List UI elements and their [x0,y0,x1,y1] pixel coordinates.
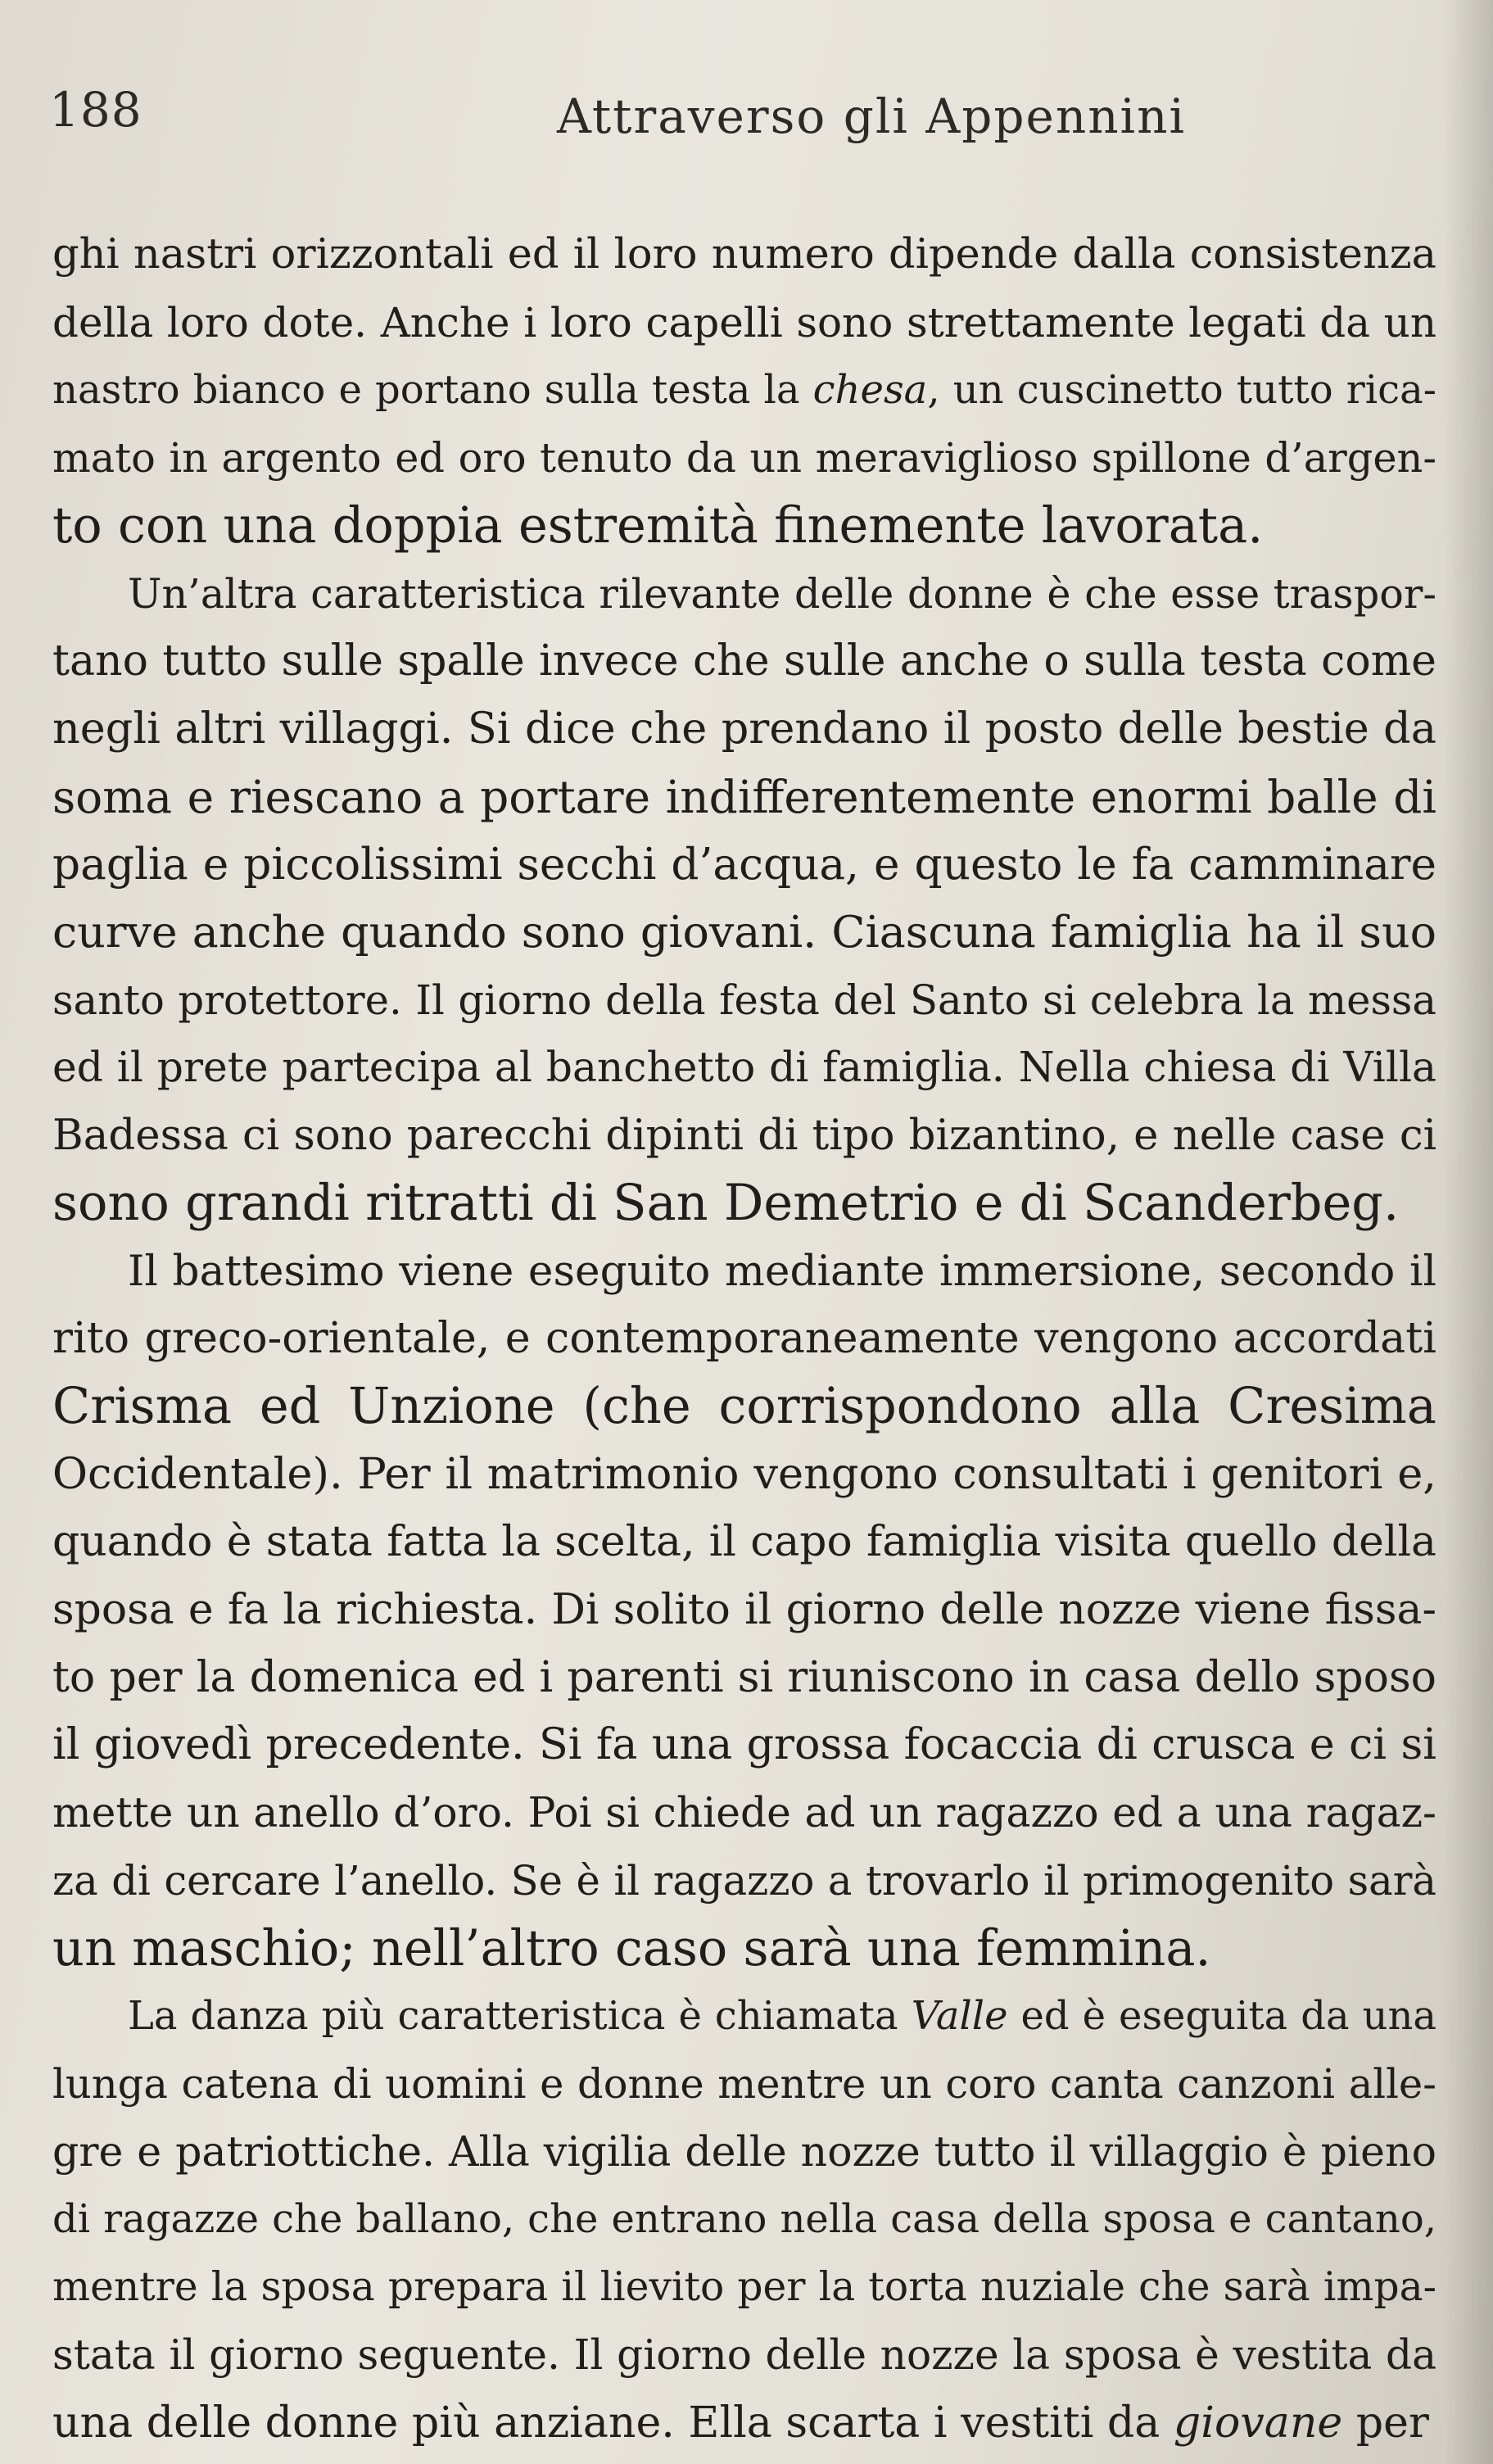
running-title: Attraverso gli Appennini [557,88,1187,144]
text-line: La danza più caratteristica è chiamata Valle ed è eseguita da una [128,1993,1437,2040]
text-line: ed il prete partecipa al banchetto di famiglia. Nella chiesa di Villa [52,1043,1436,1092]
text-line: mentre la sposa prepara il lievito per la torta nuziale che sarà impa- [52,2264,1436,2311]
text-line: Badessa ci sono parecchi dipinti di tipo bizantino, e nelle case ci [52,1111,1436,1161]
text-line: stata il giorno seguente. Il giorno delle nozze la sposa è vestita da [52,2330,1436,2379]
text-line: sposa e fa la richiesta. Di solito il giorno delle nozze viene fissa- [52,1585,1436,1635]
body-text [52,221,1436,2457]
text-line: Occidentale). Per il matrimonio vengono consultati i genitori e, [52,1448,1436,1499]
text-line: Crisma ed Unzione (che corrispondono alla Cresima [52,1377,1436,1435]
text-line: za di cercare l’anello. Se è il ragazzo a trovarlo il primogenito sarà [52,1856,1436,1905]
text-line: paglia e piccolissimi secchi d’acqua, e questo le fa camminare [52,839,1436,890]
text-line: di ragazze che ballano, che entrano nella casa della sposa e cantano, [52,2196,1436,2243]
text-line: quando è stata fatta la scelta, il capo famiglia visita quello della [52,1517,1436,1567]
text-line: lunga catena di uomini e donne mentre un coro canta canzoni alle- [52,2059,1436,2108]
text-line: tano tutto sulle spalle invece che sulle anche o sulla testa come [52,636,1436,686]
paragraph [52,1238,1436,1983]
paragraph [52,1982,1436,2457]
text-line: gre e patriottiche. Alla vigilia delle nozze tutto il villaggio è pieno [52,2127,1436,2176]
text-line: negli altri villaggi. Si dice che prendano il posto delle bestie da [52,703,1436,754]
text-line: della loro dote. Anche i loro capelli sono strettamente legati da un [52,298,1436,346]
text-line: rito greco-orientale, e contemporaneamente vengono accordati [52,1314,1436,1364]
text-line: il giovedì precedente. Si fa una grossa focaccia di crusca e ci si [52,1719,1436,1770]
text-line: un maschio; nell’altro caso sarà una femmina. [52,1919,1211,1977]
text-line: nastro bianco e portano sulla testa la chesa, un cuscinetto tutto rica- [52,367,1436,414]
paragraph [52,221,1436,560]
text-line: mette un anello d’oro. Poi si chiede ad un ragazzo ed a una ragaz- [52,1788,1436,1837]
page-edge-shadow [1444,0,1493,2464]
text-line: to per la domenica ed i parenti si riuniscono in casa dello sposo [52,1652,1436,1702]
text-line: ghi nastri orizzontali ed il loro numero dipende dalla consistenza [52,230,1436,279]
text-line: sono grandi ritratti di San Demetrio e di Scanderbeg. [52,1174,1400,1232]
page-number: 188 [49,82,143,138]
paragraph [52,560,1436,1238]
text-line: una delle donne più anziane. Ella scarta i vestiti da giovane per [52,2398,1429,2448]
text-line: mato in argento ed oro tenuto da un meraviglioso spillone d’argen- [52,434,1436,482]
text-line: curve anche quando sono giovani. Ciascuna famiglia ha il suo [52,906,1436,958]
text-line: santo protettore. Il giorno della festa del Santo si celebra la messa [52,976,1436,1024]
page-header [49,82,1444,156]
text-line: to con una doppia estremità finemente lavorata. [52,496,1264,555]
text-line: Il battesimo viene eseguito mediante immersione, secondo il [128,1246,1436,1296]
text-line: soma e riescano a portare indifferentemente enormi balle di [52,770,1436,823]
text-line: Un’altra caratteristica rilevante delle donne è che esse traspor- [128,569,1436,618]
